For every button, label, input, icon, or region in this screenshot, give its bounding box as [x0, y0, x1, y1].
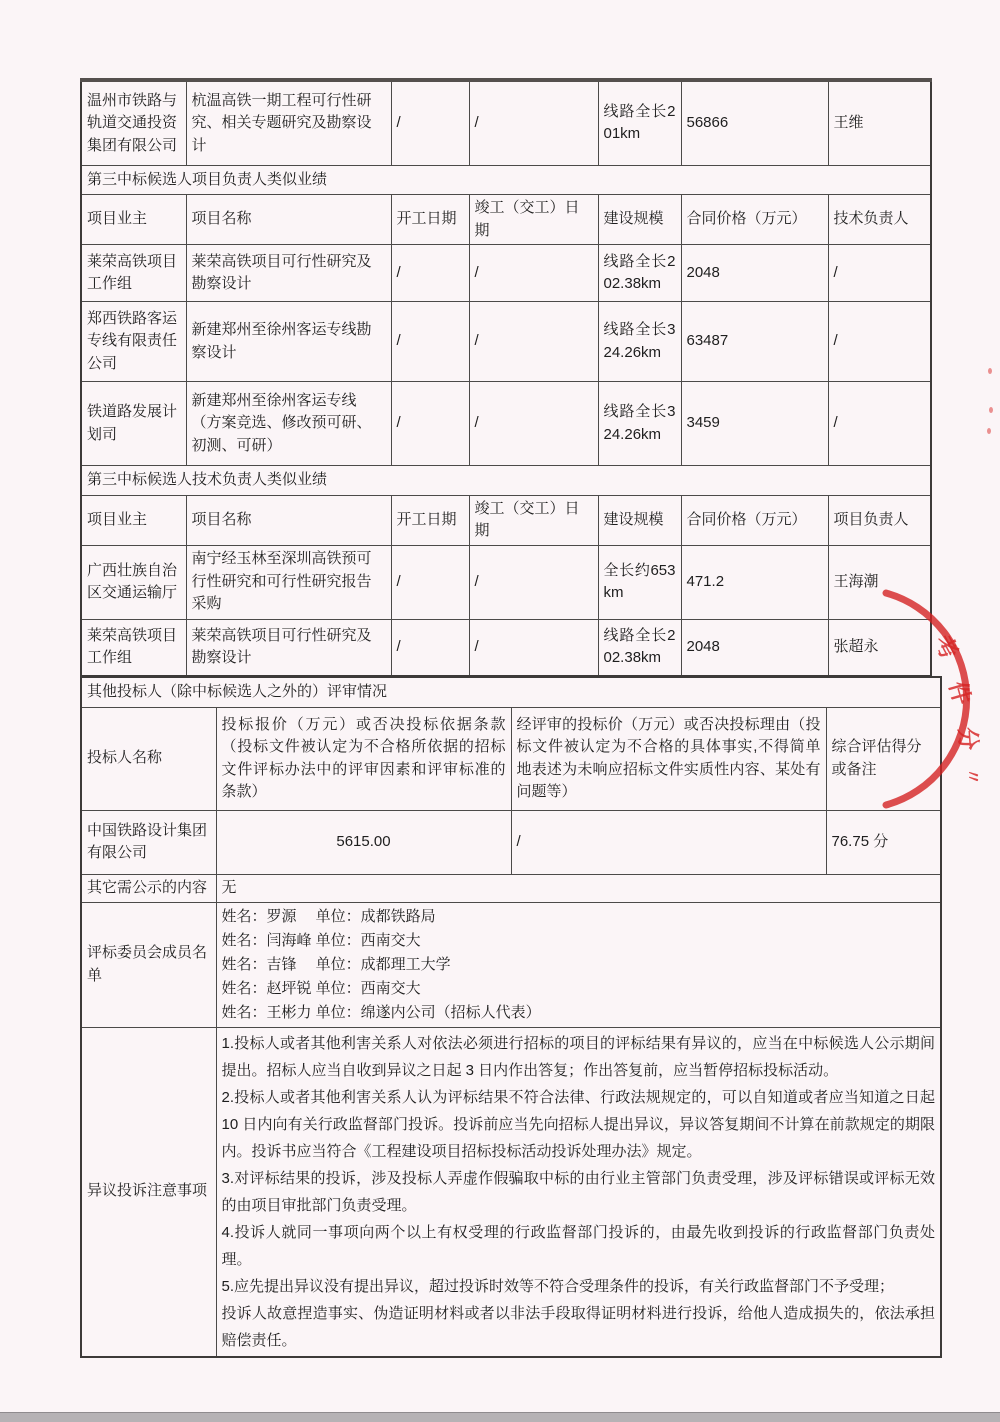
project-name-cell: 莱荣高铁项目可行性研究及勘察设计: [186, 245, 391, 302]
project-name-cell: 新建郑州至徐州客运专线勘察设计: [186, 302, 391, 382]
project-name-cell: 南宁经玉林至深圳高铁预可行性研究和可行性研究报告采购: [186, 545, 391, 619]
column-header: 项目业主: [81, 195, 186, 245]
table-row: [81, 1027, 941, 1357]
notice-paragraph: 2.投标人或者其他利害关系人认为评标结果不符合法律、行政法规规定的，可以自知道或者应当知道之日起 10 日内向有关行政监督部门投诉。投诉前应当先向招标人提出异议，异议答复期间不计算在前款规定的期限内。投诉书应当符合《工程建设项目招标投标活动投诉处理办法》规定。: [221, 1088, 936, 1160]
committee-member: 姓名：赵坪锐 单位：西南交大: [221, 979, 421, 997]
header-row: [81, 195, 931, 245]
header-row: [81, 495, 931, 545]
column-header: 合同价格（万元）: [681, 195, 828, 245]
column-header: 投标人名称: [81, 707, 216, 810]
seal-character: 分: [954, 726, 982, 751]
person-cell: 王维: [828, 80, 931, 165]
column-header: 项目业主: [81, 495, 186, 545]
reviewed-price-cell: /: [511, 810, 826, 874]
section-title: 第三中标候选人项目负责人类似业绩: [81, 165, 931, 195]
row-label: 评标委员会成员名单: [81, 902, 216, 1027]
table-row: [81, 382, 931, 466]
scale-cell: 线路全长202.38km: [598, 245, 681, 302]
project-name-cell: 杭温高铁一期工程可行性研究、相关专题研究及勘察设计: [186, 80, 391, 165]
price-cell: 2048: [681, 245, 828, 302]
start-date-cell: /: [391, 80, 469, 165]
column-header: 建设规模: [598, 195, 681, 245]
committee-member: 姓名：吉锋 单位：成都理工大学: [221, 955, 451, 973]
person-cell: /: [828, 245, 931, 302]
project-name-cell: 莱荣高铁项目可行性研究及勘察设计: [186, 619, 391, 676]
table-row: [81, 245, 931, 302]
other-bidders-table: [80, 676, 942, 1358]
start-date-cell: /: [391, 619, 469, 676]
column-header: 项目负责人: [828, 495, 931, 545]
table-row: [81, 302, 931, 382]
section-title-row: [81, 677, 941, 707]
section-title-row: [81, 165, 931, 195]
finish-date-cell: /: [469, 302, 598, 382]
committee-member: 姓名：王彬力 单位：绵遂内公司（招标人代表）: [221, 1003, 541, 1021]
finish-date-cell: /: [469, 545, 598, 619]
notice-paragraph: 3.对评标结果的投诉，涉及投标人弄虚作假骗取中标的由行业主管部门负责受理，涉及评标错误或评标无效的由项目审批部门负责受理。: [221, 1169, 936, 1214]
owner-cell: 郑西铁路客运专线有限责任公司: [81, 302, 186, 382]
bid-price-cell: 5615.00: [216, 810, 511, 874]
row-label: 其它需公示的内容: [81, 874, 216, 902]
owner-cell: 广西壮族自治区交通运输厅: [81, 545, 186, 619]
scale-cell: 线路全长324.26km: [598, 302, 681, 382]
seal-character: 件: [944, 678, 976, 708]
owner-cell: 铁道路发展计划司: [81, 382, 186, 466]
seal-character: 〃: [963, 768, 982, 785]
notice-paragraph: 4.投诉人就同一事项向两个以上有权受理的行政监督部门投诉的，由最先收到投诉的行政监督部门负责处理。: [221, 1223, 936, 1268]
column-header: 项目名称: [186, 195, 391, 245]
person-cell: 张超永: [828, 619, 931, 676]
column-header: 经评审的投标价（万元）或否决投标理由（投标文件被认定为不合格的具体事实,不得简单地表述为未响应招标文件实质性内容、某处有问题等）: [511, 707, 826, 810]
start-date-cell: /: [391, 302, 469, 382]
start-date-cell: /: [391, 545, 469, 619]
column-header: 技术负责人: [828, 195, 931, 245]
project-name-cell: 新建郑州至徐州客运专线（方案竞选、修改预可研、初测、可研）: [186, 382, 391, 466]
finish-date-cell: /: [469, 382, 598, 466]
start-date-cell: /: [391, 382, 469, 466]
notice-paragraph: 5.应先提出异议没有提出异议，超过投诉时效等不符合受理条件的投诉，有关行政监督部门不予受理；: [221, 1277, 895, 1295]
committee-member: 姓名：闫海峰 单位：西南交大: [221, 931, 421, 949]
finish-date-cell: /: [469, 245, 598, 302]
price-cell: 56866: [681, 80, 828, 165]
table-row: [81, 619, 931, 676]
owner-cell: 莱荣高铁项目工作组: [81, 619, 186, 676]
table-row: [81, 810, 941, 874]
table-row: [81, 80, 931, 165]
column-header: 开工日期: [391, 195, 469, 245]
column-header: 建设规模: [598, 495, 681, 545]
scale-cell: 全长约653km: [598, 545, 681, 619]
red-speck: [987, 428, 991, 434]
scale-cell: 线路全长202.38km: [598, 619, 681, 676]
committee-member-list: [216, 902, 941, 1027]
other-disclosure-value: 无: [216, 874, 941, 902]
start-date-cell: /: [391, 245, 469, 302]
column-header: 项目名称: [186, 495, 391, 545]
price-cell: 3459: [681, 382, 828, 466]
price-cell: 471.2: [681, 545, 828, 619]
scale-cell: 线路全长201km: [598, 80, 681, 165]
person-cell: /: [828, 302, 931, 382]
scale-cell: 线路全长324.26km: [598, 382, 681, 466]
finish-date-cell: /: [469, 80, 598, 165]
scan-edge-bar: [0, 1412, 1000, 1422]
column-header: 竣工（交工）日期: [469, 495, 598, 545]
red-speck: [989, 407, 993, 413]
score-cell: 76.75 分: [826, 810, 941, 874]
column-header: 合同价格（万元）: [681, 495, 828, 545]
row-label: 异议投诉注意事项: [81, 1027, 216, 1357]
owner-cell: 莱荣高铁项目工作组: [81, 245, 186, 302]
red-speck: [988, 368, 992, 374]
table-row: [81, 545, 931, 619]
price-cell: 63487: [681, 302, 828, 382]
bid-notice-document: [80, 78, 942, 1358]
owner-cell: 温州市铁路与轨道交通投资集团有限公司: [81, 80, 186, 165]
objection-notice-text: [216, 1027, 941, 1357]
notice-paragraph: 1.投标人或者其他利害关系人对依法必须进行招标的项目的评标结果有异议的，应当在中标候选人公示期间提出。招标人应当自收到异议之日起 3 日内作出答复；作出答复前，应当暂停招标投标活动。: [221, 1034, 936, 1079]
column-header: 投标报价（万元）或否决投标依据条款（投标文件被认定为不合格所依据的招标文件评标办法中的评审因素和评审标准的条款）: [216, 707, 511, 810]
table-row: [81, 874, 941, 902]
column-header: 竣工（交工）日期: [469, 195, 598, 245]
column-header: 开工日期: [391, 495, 469, 545]
committee-member: 姓名：罗源 单位：成都铁路局: [221, 907, 436, 925]
price-cell: 2048: [681, 619, 828, 676]
finish-date-cell: /: [469, 619, 598, 676]
person-cell: /: [828, 382, 931, 466]
header-row: [81, 707, 941, 810]
section-title-row: [81, 466, 931, 496]
section-title: 第三中标候选人技术负责人类似业绩: [81, 466, 931, 496]
notice-paragraph: 投诉人故意捏造事实、伪造证明材料或者以非法手段取得证明材料进行投诉，给他人造成损失的，依法承担赔偿责任。: [221, 1304, 936, 1349]
section-title: 其他投标人（除中标候选人之外的）评审情况: [81, 677, 941, 707]
bidder-name-cell: 中国铁路设计集团有限公司: [81, 810, 216, 874]
column-header: 综合评估得分或备注: [826, 707, 941, 810]
similar-performance-table: [80, 78, 932, 677]
person-cell: 王海潮: [828, 545, 931, 619]
seal-character: 考: [929, 630, 964, 664]
table-row: [81, 902, 941, 1027]
